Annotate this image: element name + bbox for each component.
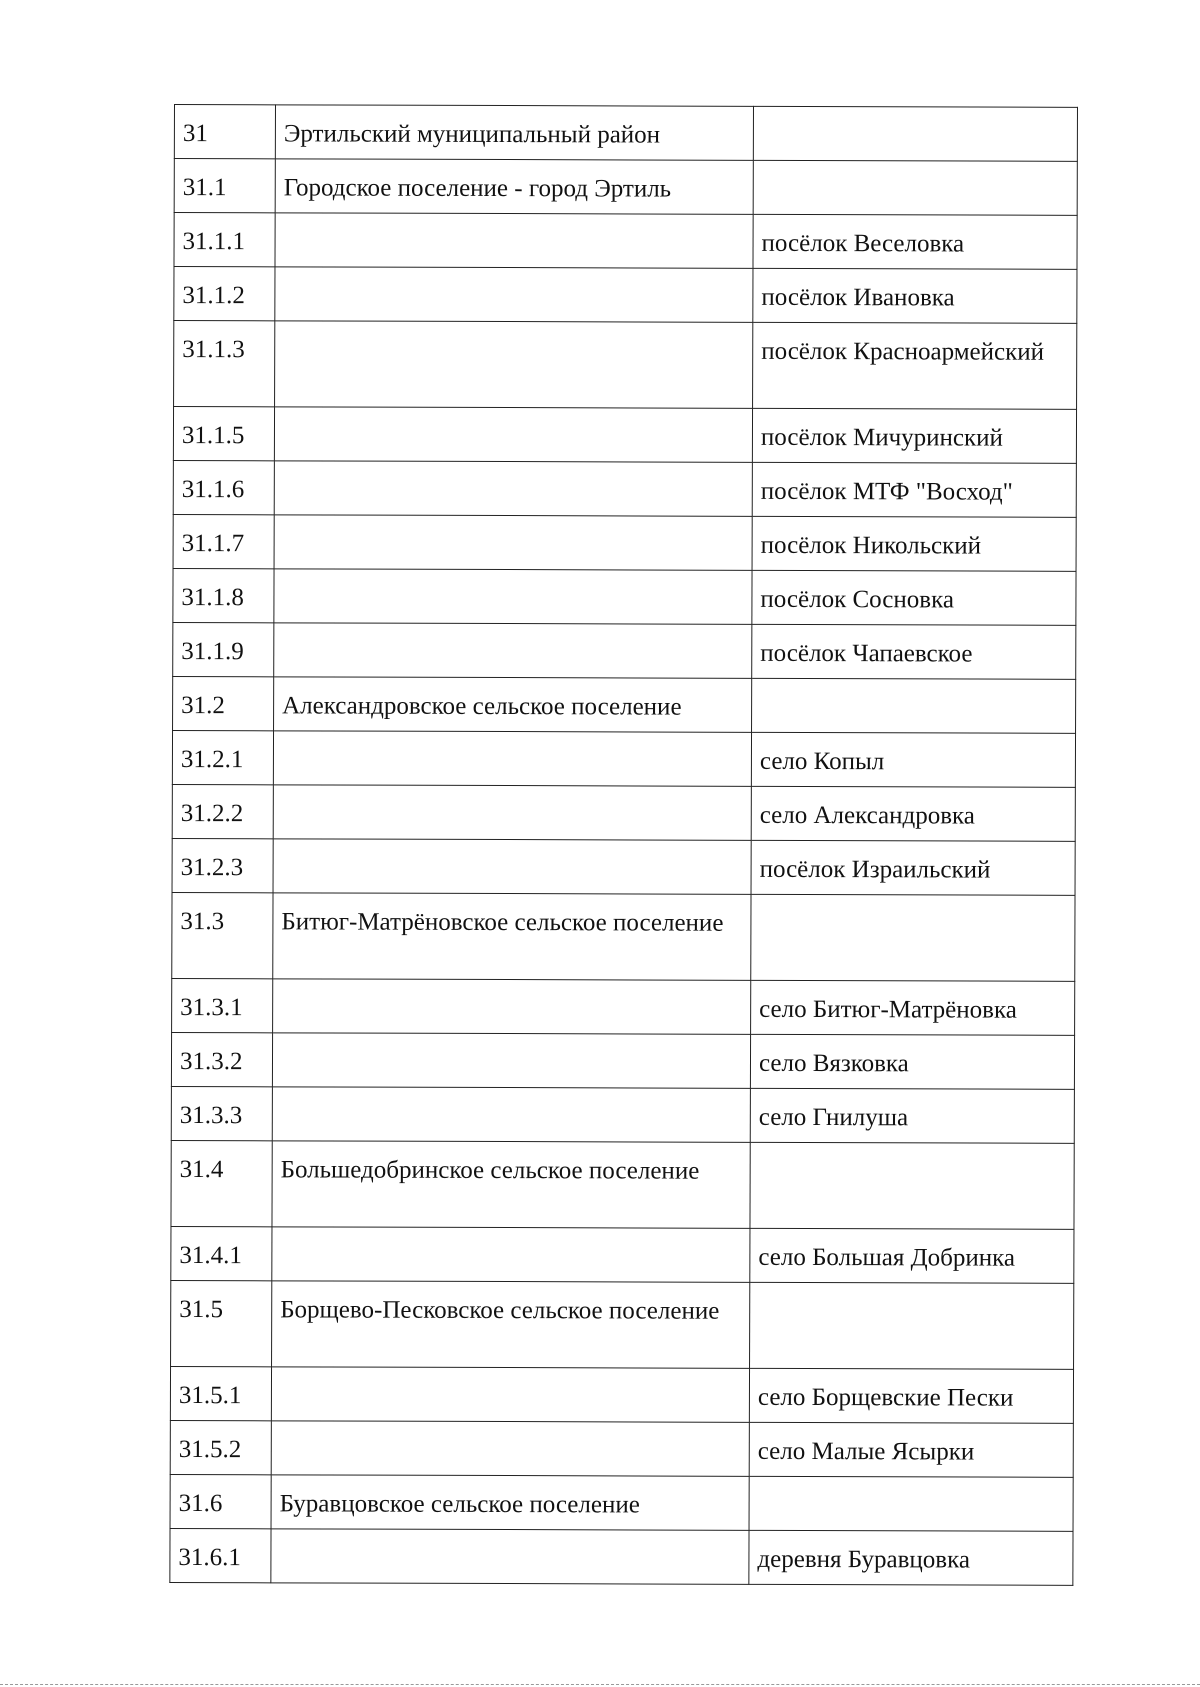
table-row — [173, 407, 1076, 464]
table-row — [170, 1528, 1073, 1585]
table-row — [170, 1474, 1073, 1531]
table-row — [173, 460, 1076, 517]
row-code-cell: 31.3.1 — [172, 978, 273, 1032]
row-code-cell: 31.6.1 — [170, 1528, 271, 1582]
row-locality-cell — [750, 1282, 1074, 1369]
row-code-cell: 31.1 — [174, 159, 275, 213]
row-settlement-cell: Александровское сельское поселение — [274, 677, 752, 733]
table-row — [170, 1420, 1073, 1477]
row-locality-cell: село Копыл — [751, 732, 1075, 787]
row-code-cell: 31.5.1 — [170, 1366, 271, 1420]
row-settlement-cell — [271, 1421, 749, 1477]
row-locality-cell: посёлок Красноармейский — [753, 322, 1077, 409]
row-code-cell: 31.6 — [170, 1474, 271, 1528]
row-code-cell: 31.4.1 — [171, 1226, 272, 1280]
row-locality-cell — [751, 894, 1075, 981]
row-settlement-cell — [274, 407, 752, 463]
row-settlement-cell — [271, 1367, 749, 1423]
row-code-cell: 31.1.7 — [173, 514, 274, 568]
row-locality-cell — [749, 1476, 1073, 1531]
table-row — [171, 1140, 1074, 1229]
table-row — [171, 1032, 1074, 1089]
settlement-registry-table — [169, 104, 1078, 1586]
row-settlement-cell: Буравцовское сельское поселение — [271, 1475, 749, 1531]
table-row — [171, 1226, 1074, 1283]
row-locality-cell: деревня Буравцовка — [749, 1530, 1073, 1585]
row-code-cell: 31.1.2 — [174, 267, 275, 321]
row-code-cell: 31.1.9 — [173, 622, 274, 676]
row-code-cell: 31.5.2 — [170, 1420, 271, 1474]
row-settlement-cell — [274, 461, 752, 517]
table-row — [172, 784, 1075, 841]
row-locality-cell: посёлок Израильский — [751, 840, 1075, 895]
table-row — [173, 568, 1076, 625]
table-row — [174, 159, 1077, 216]
table-row — [171, 1086, 1074, 1143]
page-bottom-scan-line — [0, 1684, 1200, 1685]
row-locality-cell — [752, 678, 1076, 733]
row-code-cell: 31.5 — [171, 1280, 272, 1366]
row-locality-cell: село Вязковка — [750, 1034, 1074, 1089]
row-settlement-cell: Борщево-Песковское сельское поселение — [272, 1281, 750, 1369]
row-locality-cell: село Борщевские Пески — [749, 1368, 1073, 1423]
row-locality-cell: посёлок МТФ "Восход" — [752, 462, 1076, 517]
row-locality-cell — [750, 1142, 1074, 1229]
row-settlement-cell — [275, 321, 753, 409]
row-code-cell: 31.3.3 — [171, 1086, 272, 1140]
row-code-cell: 31.1.8 — [173, 568, 274, 622]
row-locality-cell: село Большая Добринка — [750, 1228, 1074, 1283]
row-code-cell: 31.1.6 — [173, 460, 274, 514]
row-code-cell: 31 — [174, 105, 275, 159]
table-row — [171, 1280, 1074, 1369]
row-locality-cell: посёлок Никольский — [752, 516, 1076, 571]
row-locality-cell: село Малые Ясырки — [749, 1422, 1073, 1477]
row-settlement-cell: Большедобринское сельское поселение — [272, 1141, 750, 1229]
row-code-cell: 31.2.2 — [172, 784, 273, 838]
table-row — [174, 105, 1077, 162]
row-settlement-cell — [274, 569, 752, 625]
registry-table-body — [170, 105, 1078, 1586]
table-row — [174, 321, 1077, 410]
row-code-cell: 31.2 — [173, 676, 274, 730]
row-settlement-cell — [273, 839, 751, 895]
row-code-cell: 31.1.1 — [174, 213, 275, 267]
table-row — [174, 267, 1077, 324]
row-settlement-cell: Битюг-Матрёновское сельское поселение — [273, 893, 751, 981]
row-locality-cell: посёлок Сосновка — [752, 570, 1076, 625]
table-row — [172, 838, 1075, 895]
row-code-cell: 31.3 — [172, 892, 273, 978]
row-locality-cell: село Александровка — [751, 786, 1075, 841]
row-settlement-cell — [273, 785, 751, 841]
row-settlement-cell — [274, 623, 752, 679]
row-code-cell: 31.3.2 — [171, 1032, 272, 1086]
row-locality-cell — [753, 106, 1077, 161]
row-code-cell: 31.1.5 — [173, 407, 274, 461]
table-row — [173, 514, 1076, 571]
row-settlement-cell — [275, 267, 753, 323]
row-locality-cell: посёлок Чапаевское — [752, 624, 1076, 679]
table-row — [172, 730, 1075, 787]
table-row — [173, 676, 1076, 733]
table-row — [172, 892, 1075, 981]
row-locality-cell — [753, 160, 1077, 215]
table-row — [173, 622, 1076, 679]
row-settlement-cell — [272, 1227, 750, 1283]
row-locality-cell: посёлок Веселовка — [753, 214, 1077, 269]
row-settlement-cell — [273, 731, 751, 787]
row-locality-cell: посёлок Мичуринский — [752, 408, 1076, 463]
row-settlement-cell — [273, 979, 751, 1035]
row-locality-cell: посёлок Ивановка — [753, 268, 1077, 323]
table-row — [174, 213, 1077, 270]
row-settlement-cell — [274, 515, 752, 571]
table-row — [170, 1366, 1073, 1423]
row-locality-cell: село Битюг-Матрёновка — [751, 980, 1075, 1035]
row-code-cell: 31.4 — [171, 1140, 272, 1226]
row-settlement-cell — [272, 1033, 750, 1089]
row-settlement-cell: Эртильский муниципальный район — [275, 105, 753, 161]
row-settlement-cell — [271, 1529, 749, 1585]
row-settlement-cell: Городское поселение - город Эртиль — [275, 159, 753, 215]
row-code-cell: 31.1.3 — [174, 321, 275, 407]
row-settlement-cell — [272, 1087, 750, 1143]
row-locality-cell: село Гнилуша — [750, 1088, 1074, 1143]
row-settlement-cell — [275, 213, 753, 269]
table-row — [172, 978, 1075, 1035]
row-code-cell: 31.2.1 — [172, 730, 273, 784]
row-code-cell: 31.2.3 — [172, 838, 273, 892]
